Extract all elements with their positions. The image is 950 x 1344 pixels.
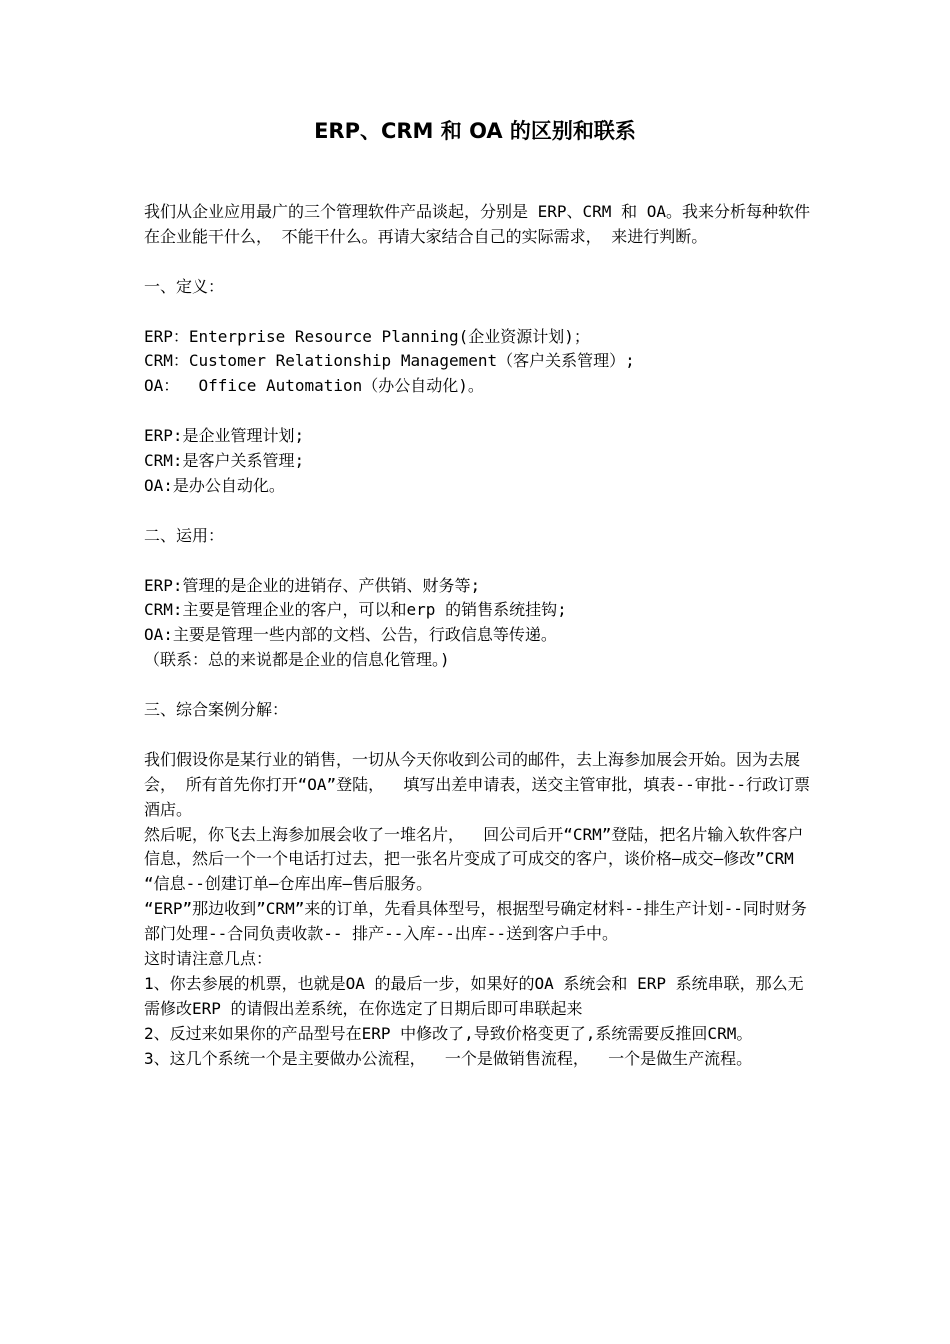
- case-paragraph-oa: 我们假设你是某行业的销售，一切从今天你收到公司的邮件，去上海参加展会开始。因为去展会， 所有首先你打开“OA”登陆， 填写出差申请表，送交主管审批，填表--审批--行政订票酒店。: [144, 749, 810, 819]
- case-note-1: 1、你去参展的机票，也就是OA 的最后一步，如果好的OA 系统会和 ERP 系统串联，那么无需修改ERP 的请假出差系统，在你选定了日期后即可串联起来: [144, 973, 804, 1018]
- document-body: [144, 200, 812, 1072]
- paragraph-gap: [144, 549, 812, 574]
- intro-paragraph: 我们从企业应用最广的三个管理软件产品谈起，分别是 ERP、CRM 和 OA。我来分析每种软件在企业能干什么， 不能干什么。再请大家结合自己的实际需求， 来进行判断。: [144, 202, 810, 246]
- paragraph-gap: [144, 499, 812, 524]
- definition-line-crm: CRM：Customer Relationship Management（客户关系管理）;: [144, 351, 635, 371]
- meaning-line-oa: OA:是办公自动化。: [144, 475, 285, 495]
- section-heading-case-study: 三、综合案例分解：: [144, 700, 289, 720]
- usage-line-crm: CRM:主要是管理企业的客户，可以和erp 的销售系统挂钩;: [144, 600, 567, 620]
- meaning-line-erp: ERP:是企业管理计划;: [144, 426, 305, 446]
- section-heading-definition: 一、定义：: [144, 276, 225, 296]
- paragraph-gap: [144, 673, 812, 698]
- document-title: ERP、CRM 和 OA 的区别和联系: [314, 119, 636, 143]
- usage-line-erp: ERP:管理的是企业的进销存、产供销、财务等;: [144, 575, 481, 595]
- case-paragraph-erp: “ERP”那边收到”CRM”来的订单，先看具体型号，根据型号确定材料--排生产计划--同时财务部门处理--合同负责收款-- 排产--入库--出库--送到客户手中。: [144, 899, 807, 944]
- case-paragraph-crm: 然后呢，你飞去上海参加展会收了一堆名片， 回公司后开“CRM”登陆，把名片输入软件客户信息，然后一个一个电话打过去，把一张名片变成了可成交的客户，谈价格—成交—修改”CRM “信息--创建订单—仓库出库—售后服务。: [144, 824, 804, 894]
- case-notes-intro: 这时请注意几点：: [144, 949, 273, 969]
- case-note-2: 2、反过来如果你的产品型号在ERP 中修改了,导致价格变更了,系统需要反推回CRM。: [144, 1023, 753, 1043]
- definition-line-oa: OA： Office Automation（办公自动化)。: [144, 376, 484, 396]
- paragraph-gap: [144, 300, 812, 325]
- usage-line-relation: （联系：总的来说都是企业的信息化管理。): [144, 650, 450, 670]
- usage-line-oa: OA:主要是管理一些内部的文档、公告，行政信息等传递。: [144, 625, 557, 645]
- section-heading-usage: 二、运用：: [144, 525, 225, 545]
- definition-line-erp: ERP：Enterprise Resource Planning(企业资源计划)；: [144, 326, 590, 346]
- paragraph-gap: [144, 399, 812, 424]
- meaning-line-crm: CRM:是客户关系管理;: [144, 451, 305, 471]
- paragraph-gap: [144, 723, 812, 748]
- case-note-3: 3、这几个系统一个是主要做办公流程， 一个是做销售流程， 一个是做生产流程。: [144, 1048, 753, 1068]
- paragraph-gap: [144, 250, 812, 275]
